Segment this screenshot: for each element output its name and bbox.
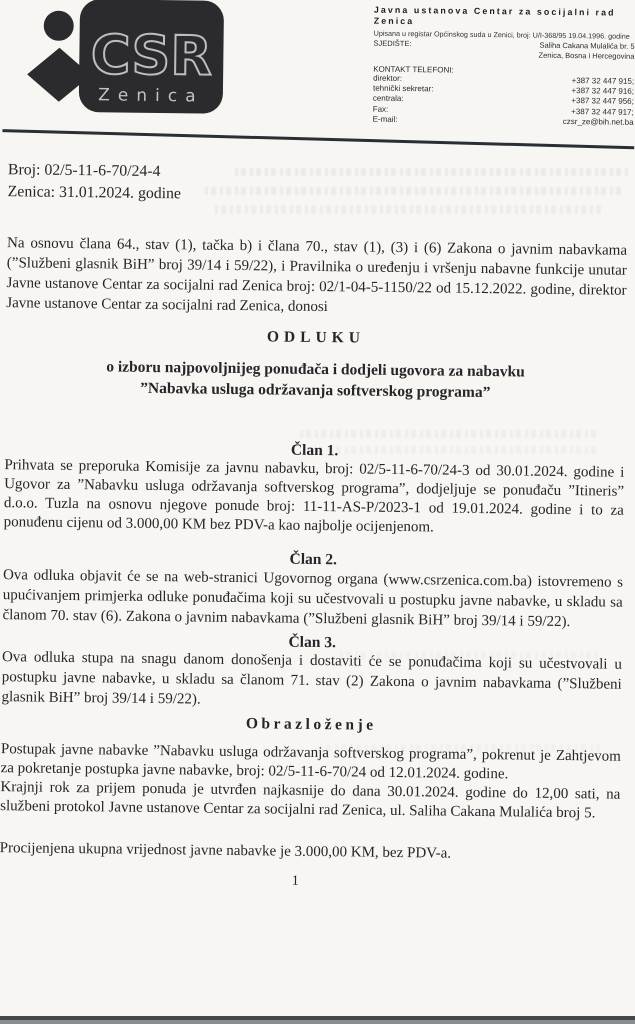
contact-value: +387 32 447 915;	[571, 76, 635, 86]
decision-subtitle-line1: o izboru najpovoljnijeg ponuđača i dodjeli ugovora za nabavku	[106, 358, 525, 381]
contact-label: centrala:	[372, 94, 404, 104]
registration-note: Upisana u registar Općinskog suda u Zenici, broj: U/I-368/95 19.04.1996. godine	[373, 28, 630, 41]
explanation-paragraph-3: Procijenjena ukupna vrijednost javne nabavke je 3.000,00 KM, bez PDV-a.	[0, 840, 452, 862]
address-line2: Zenica, Bosna i Hercegovina	[538, 50, 635, 61]
explanation-heading: Obrazloženje	[245, 715, 377, 734]
document-place-date: Zenica: 31.01.2024. godine	[7, 183, 182, 203]
reference-block	[8, 159, 628, 211]
seat-address	[538, 41, 634, 61]
explanation-block	[0, 740, 621, 824]
csr-zenica-logo	[19, 0, 225, 121]
contacts-label: KONTAKT TELEFONI:	[373, 64, 454, 75]
contact-row-email	[373, 114, 634, 127]
seat-row	[373, 39, 634, 61]
letterhead	[373, 5, 635, 128]
article-3-heading: Član 3.	[288, 633, 337, 652]
article-1-heading: Član 1.	[290, 441, 339, 460]
article-3-body: Ova odluka stupa na snagu danom donošenja i dostaviti će se ponuđačima koji su učestvovali u postupku javne nabavke, u skladu sa članom 71. stav (2) Zakona o javnim nabavkama (”Službeni glasnik BiH” broj 39/14 i 59/22).	[1, 649, 623, 708]
contact-label: direktor:	[373, 73, 403, 83]
logo-person-head-icon	[44, 11, 74, 41]
contact-value: +387 32 447 917;	[571, 106, 634, 117]
logo-acronym: CSR	[90, 23, 213, 88]
page-number: 1	[291, 873, 299, 889]
csr-logo-graphic	[19, 0, 225, 121]
contact-value: +387 32 447 956;	[571, 96, 634, 107]
article-1-body: Prihvata se preporuka Komisije za javnu nabavku, broj: 02/5-11-6-70/24-3 od 30.01.2024. godine i Ugovor za ”Nabavku usluga održavanja softverskog programa”, dodjeljuje se ponuđaču ”Itineris” d.o.o. Tuzla na osnovu njegove ponude broj: 11-11-AS-P/2023-1 od 19.01.2024. godine i to za ponuđenu cijenu od 3.000,00 KM bez PDV-a kao najbolje ocijenjenom.	[3, 457, 625, 536]
seat-label: SJEDIŠTE:	[373, 38, 412, 49]
contact-label: tehnički sekretar:	[372, 83, 434, 94]
article-2-body: Ova odluka objavit će se na web-stranici Ugovornog organa (www.csrzenica.com.ba) istovremeno s upućivanjem primjerka odluke ponuđačima koji su učestvovali u postupku javne nabavke, u skladu sa članom 70. stav (6). Zakona o javnim nabavkama (”Službeni glasnik BiH” broj 39/14 i 59/22).	[2, 567, 624, 631]
contact-value: +387 32 447 916;	[571, 86, 635, 97]
decision-title: ODLUKU	[266, 328, 366, 347]
decision-subtitle-line2: ”Nabavka usluga održavanja softverskog programa”	[140, 379, 491, 402]
letterhead-divider	[2, 129, 634, 149]
document-ref-number: Broj: 02/5-11-6-70/24-4	[7, 161, 161, 181]
address-line1: Saliha Cakana Mulalića br. 5	[539, 40, 635, 51]
explanation-paragraph-1: Postupak javne nabavke ”Nabavku usluga održavanja softverskog programa”, pokrenut je Zahtjevom za pokretanje postupka javne nabavke, broj: 02/5-11-6-70/24 od 12.01.2024. godine.	[0, 741, 621, 783]
contact-label: E-mail:	[372, 114, 398, 124]
logo-city: Zenica	[98, 85, 204, 107]
contact-value: czsr_ze@bih.net.ba	[562, 116, 634, 127]
institution-name-line2: Zenica	[373, 15, 415, 26]
institution-name-line1: Javna ustanova Centar za socijalni rad	[373, 4, 616, 18]
contact-label: Fax:	[372, 104, 389, 114]
article-2-heading: Član 2.	[289, 550, 338, 569]
scan-bottom-edge	[0, 1014, 635, 1024]
preamble-paragraph: Na osnovu člana 64., stav (1), tačka b) i člana 70., stav (1), (3) i (6) Zakona o javnim nabavkama (”Službeni glasnik BiH” broj 39/14 i 59/22), i Pravilnika o uređenju i vršenju nabavne funkcije unutar Javne ustanove Centar za socijalni rad Zenica broj: 02/1-04-5-1150/22 od 15.12.2022. godine, direktor Javne ustanove Centar za socijalni rad Zenica, donosi	[6, 235, 628, 316]
decision-subtitle	[5, 355, 625, 405]
explanation-paragraph-2: Krajnji rok za prijem ponuda je utvrđen najkasnije do dana 30.01.2024. godine do 12,00 sati, na službeni protokol Javne ustanove Centar za socijalni rad Zenica, ul. Saliha Cakana Mulalića broj 5.	[0, 779, 621, 822]
